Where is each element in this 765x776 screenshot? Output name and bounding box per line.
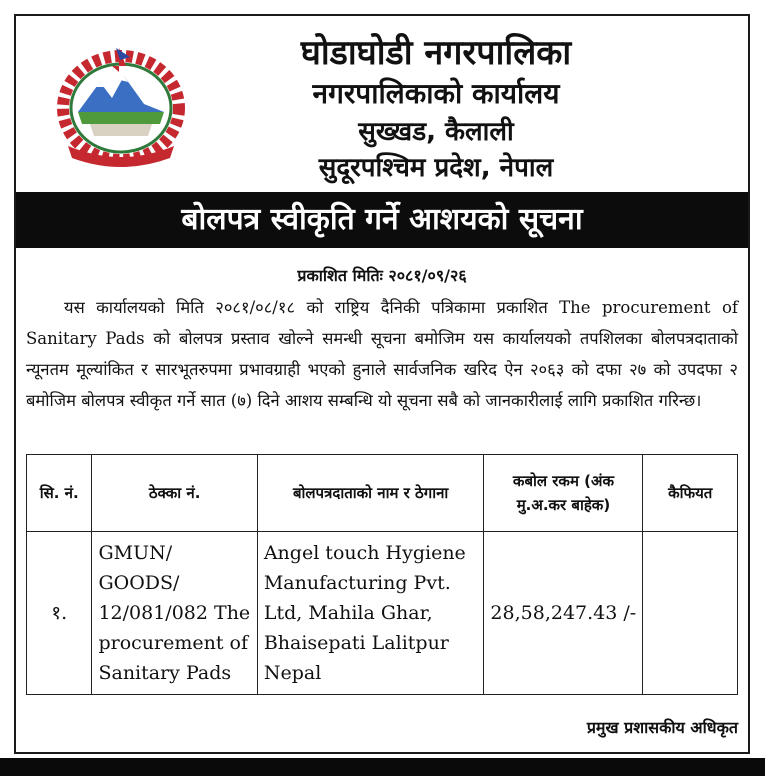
province-name: सुदूरपश्चिम प्रदेश, नेपाल bbox=[318, 153, 554, 183]
table-row bbox=[27, 532, 738, 695]
cell-remarks bbox=[643, 532, 738, 695]
office-name: नगरपालिकाको कार्यालय bbox=[312, 77, 560, 110]
bottom-bar bbox=[0, 758, 765, 776]
header-contract-no: ठेक्का नं. bbox=[92, 455, 257, 532]
table-header-row bbox=[27, 455, 738, 532]
signatory-title: प्रमुख प्रशासकीय अधिकृत bbox=[586, 718, 738, 737]
header-sn: सि. नं. bbox=[27, 455, 92, 532]
bidder-table bbox=[26, 454, 738, 695]
header-bidder: बोलपत्रदाताको नाम र ठेगाना bbox=[257, 455, 484, 532]
cell-sn: १. bbox=[27, 532, 92, 695]
cell-bidder: Angel touch Hygiene Manufacturing Pvt. Ltd, Mahila Ghar, Bhaisepati Lalitpur Nepal bbox=[257, 532, 484, 695]
notice-header bbox=[16, 16, 748, 192]
published-date: प्रकाशित मितिः २०८१/०९/२६ bbox=[297, 266, 467, 285]
notice-title: बोलपत्र स्वीकृति गर्ने आशयको सूचना bbox=[16, 192, 748, 248]
notice-body: यस कार्यालयको मिति २०८१/०८/१८ को राष्ट्रिय दैनिकी पत्रिकामा प्रकाशित The procurement of Sanitary Pads को बोलपत्र प्रस्ताव खोल्ने समन्धी सूचना बमोजिम यस कार्यालयको तपशिलका बोलपत्रदाताको न्यूनतम मूल्यांकित र सारभूतरुपमा प्रभावग्राही भएको हुनाले सार्वजनिक खरिद ऐन २०६३ को दफा २७ को उपदफा २ बमोजिम बोलपत्र स्वीकृत गर्ने सात (७) दिने आशय सम्बन्धि यो सूचना सबै को जानकारीलाई लागि प्रकाशित गरिन्छ। bbox=[26, 298, 738, 410]
notice-frame bbox=[14, 14, 750, 754]
cell-amount: 28,58,247.43 /- bbox=[484, 532, 643, 695]
cell-contract-no: GMUN/ GOODS/ 12/081/082 The procurement of Sanitary Pads bbox=[92, 532, 257, 695]
municipality-name: घोडाघोडी नगरपालिका bbox=[300, 33, 572, 73]
header-remarks: कैफियत bbox=[643, 455, 738, 532]
header-amount: कबोल रकम (अंक मु.अ.कर बाहेक) bbox=[484, 455, 643, 532]
office-location: सुख्खड, कैलाली bbox=[358, 117, 514, 147]
